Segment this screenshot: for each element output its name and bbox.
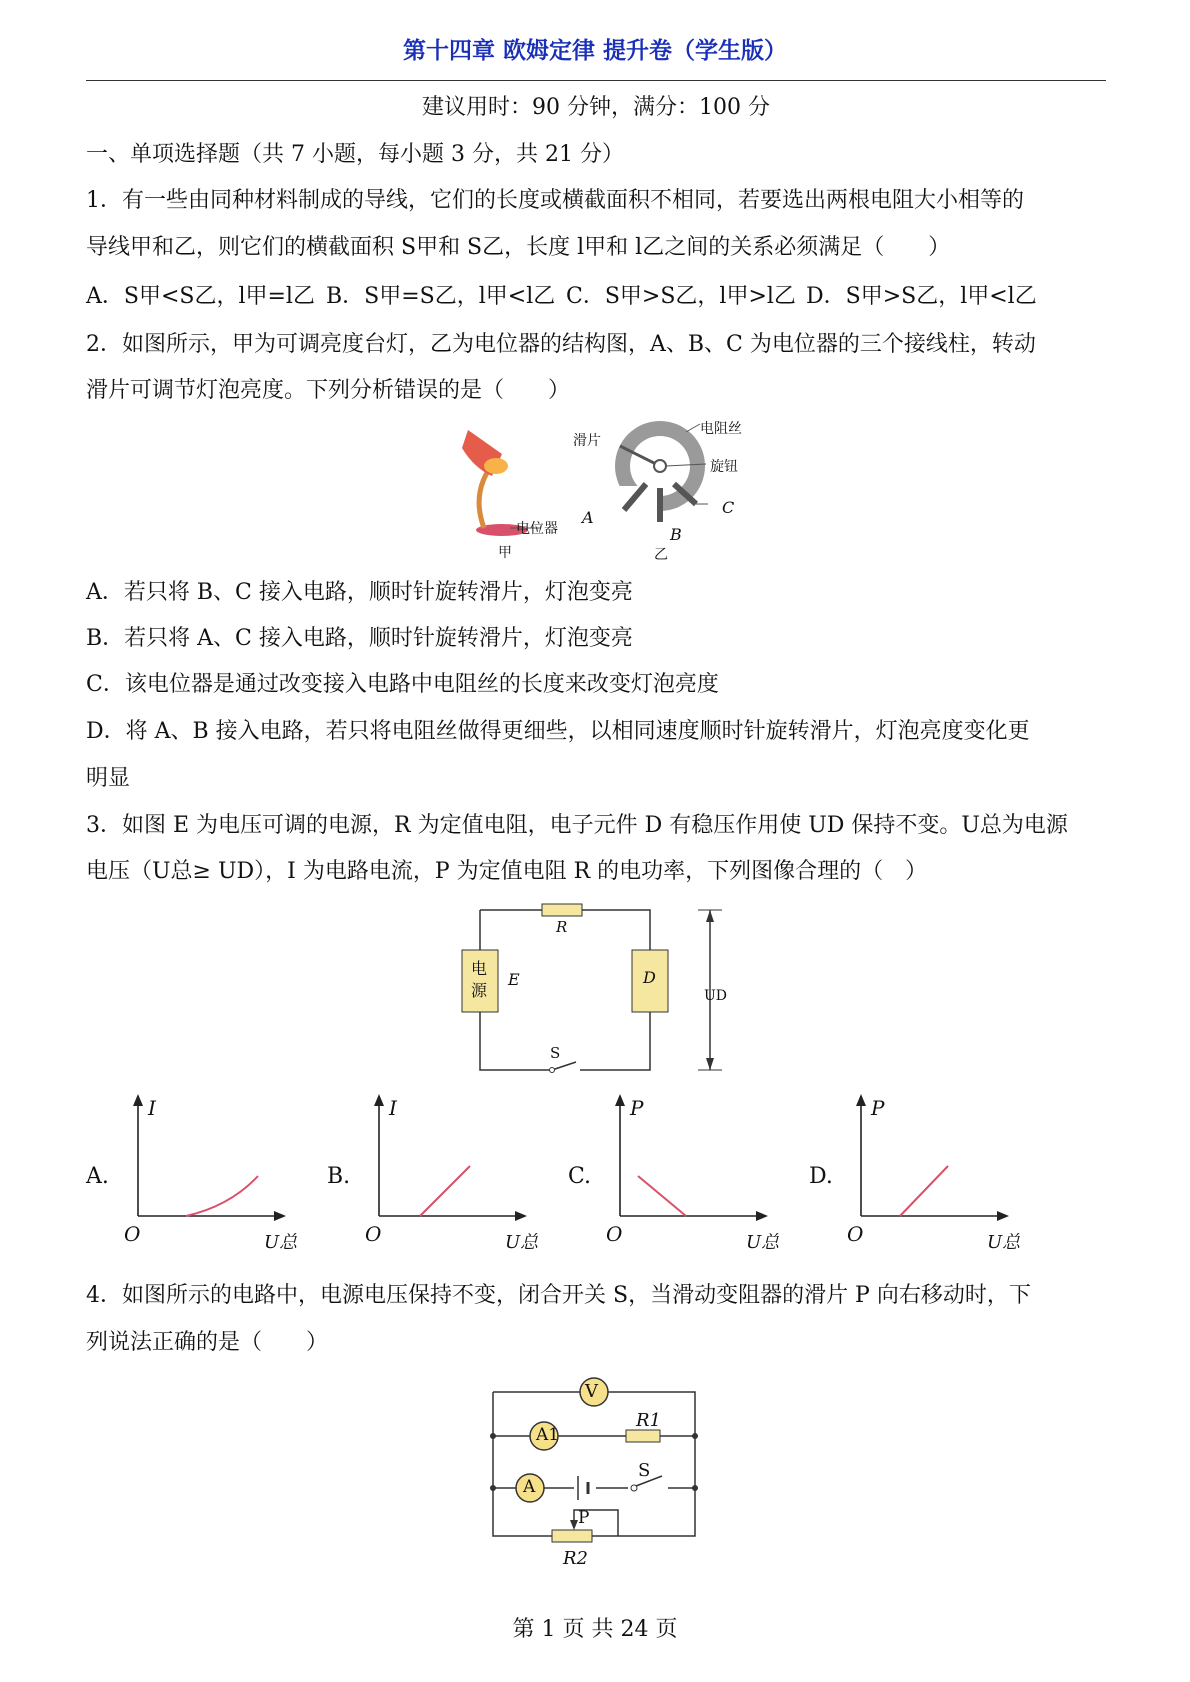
graph-y-label: P xyxy=(871,1096,885,1120)
ammeter-a-label: A xyxy=(523,1477,536,1497)
terminal-c-label: C xyxy=(722,498,735,517)
q3-d-label: D xyxy=(643,968,656,987)
graph-origin: O xyxy=(365,1222,382,1246)
q3-line1: 3．如图 E 为电压可调的电源，R 为定值电阻，电子元件 D 有稳压作用使 UD 保持不变。U总为电源 xyxy=(86,813,1068,838)
q4-line2: 列说法正确的是（ ） xyxy=(86,1330,329,1355)
voltmeter-label: V xyxy=(585,1381,598,1402)
graph-curve xyxy=(420,1166,470,1216)
page-title: 第十四章 欧姆定律 提升卷（学生版） xyxy=(402,38,787,64)
graph-axes xyxy=(620,1096,766,1216)
q2-line2: 滑片可调节灯泡亮度。下列分析错误的是（ ） xyxy=(86,378,571,403)
q2-option-d-line2: 明显 xyxy=(86,766,131,791)
lamp-caption: 甲 xyxy=(498,545,512,561)
graph-letter: A. xyxy=(86,1164,109,1189)
graph-letter: C. xyxy=(568,1164,592,1189)
r2-label: R2 xyxy=(563,1548,589,1569)
graph-x-label: U总 xyxy=(264,1232,298,1253)
q3-e-label: E xyxy=(508,970,520,989)
graph-curve xyxy=(900,1166,948,1216)
wire-label: 电阻丝 xyxy=(700,421,742,437)
time-score: 建议用时：90 分钟，满分：100 分 xyxy=(422,95,770,120)
q1-line1: 1．有一些由同种材料制成的导线，它们的长度或横截面积不相同，若要选出两根电阻大小相等的 xyxy=(86,188,1025,213)
graph-y-label: I xyxy=(389,1096,397,1120)
graph-axes xyxy=(138,1096,284,1216)
q2-option-a: A．若只将 B、C 接入电路，顺时针旋转滑片，灯泡变亮 xyxy=(86,580,633,605)
graph-curve xyxy=(186,1176,258,1216)
q4-switch-label: S xyxy=(638,1460,651,1481)
knob-label: 旋钮 xyxy=(710,459,738,475)
graph-origin: O xyxy=(606,1222,623,1246)
q2-line1: 2．如图所示，甲为可调亮度台灯，乙为电位器的结构图，A、B、C 为电位器的三个接线柱，转动 xyxy=(86,332,1036,357)
graph-y-label: I xyxy=(148,1096,156,1120)
q1-option-d: D．S甲>S乙，l甲<l乙 xyxy=(806,284,1037,309)
graph-arrowheads xyxy=(856,1094,1009,1221)
r1-label: R1 xyxy=(636,1410,662,1431)
graph-axes xyxy=(861,1096,1007,1216)
graph-y-label: P xyxy=(630,1096,644,1120)
q1-option-b: B．S甲=S乙，l甲<l乙 xyxy=(326,284,556,309)
graph-arrowheads xyxy=(374,1094,527,1221)
slider-label: 滑片 xyxy=(573,433,601,449)
terminal-a-label: A xyxy=(582,508,594,527)
terminal-b-label: B xyxy=(670,525,682,544)
q1-option-c: C．S甲>S乙，l甲>l乙 xyxy=(566,284,796,309)
q3-ud-label: UD xyxy=(704,988,728,1004)
q2-option-b: B．若只将 A、C 接入电路，顺时针旋转滑片，灯泡变亮 xyxy=(86,626,633,651)
ammeter-a1-label: A1 xyxy=(536,1425,560,1445)
lamp-potentiometer-label: 电位器 xyxy=(516,521,558,537)
graph-arrowheads xyxy=(133,1094,286,1221)
graph-curve xyxy=(638,1176,686,1216)
graph-x-label: U总 xyxy=(505,1232,539,1253)
graph-x-label: U总 xyxy=(987,1232,1021,1253)
graph-origin: O xyxy=(847,1222,864,1246)
graph-letter: B. xyxy=(327,1164,351,1189)
q3-line2: 电压（U总≥ UD），I 为电路电流，P 为定值电阻 R 的电功率，下列图像合理的（ ） xyxy=(86,859,928,884)
potentiometer-caption: 乙 xyxy=(654,547,668,563)
page-footer: 第 1 页 共 24 页 xyxy=(512,1617,678,1642)
q2-option-c: C．该电位器是通过改变接入电路中电阻丝的长度来改变灯泡亮度 xyxy=(86,672,719,697)
q1-option-a: A．S甲<S乙，l甲=l乙 xyxy=(86,284,315,309)
q4-circuit-diagram xyxy=(490,1372,710,1572)
q1-line2: 导线甲和乙，则它们的横截面积 S甲和 S乙，长度 l甲和 l乙之间的关系必须满足（ ） xyxy=(86,235,951,260)
q3-r-label: R xyxy=(556,918,568,936)
q3-source-label-1: 电 xyxy=(471,959,488,978)
q2-option-d-line1: D．将 A、B 接入电路，若只将电阻丝做得更细些，以相同速度顺时针旋转滑片，灯泡亮度变化更 xyxy=(86,719,1030,744)
graph-arrowheads xyxy=(615,1094,768,1221)
q3-switch-label: S xyxy=(550,1044,561,1062)
graph-origin: O xyxy=(124,1222,141,1246)
graph-axes xyxy=(379,1096,525,1216)
slider-p-label: P xyxy=(578,1508,590,1528)
graph-x-label: U总 xyxy=(746,1232,780,1253)
q4-line1: 4．如图所示的电路中，电源电压保持不变，闭合开关 S，当滑动变阻器的滑片 P 向右移动时，下 xyxy=(86,1283,1031,1308)
graph-letter: D. xyxy=(809,1164,833,1189)
q3-source-label-2: 源 xyxy=(471,981,488,1000)
section-heading: 一、单项选择题（共 7 小题，每小题 3 分，共 21 分） xyxy=(86,142,624,167)
